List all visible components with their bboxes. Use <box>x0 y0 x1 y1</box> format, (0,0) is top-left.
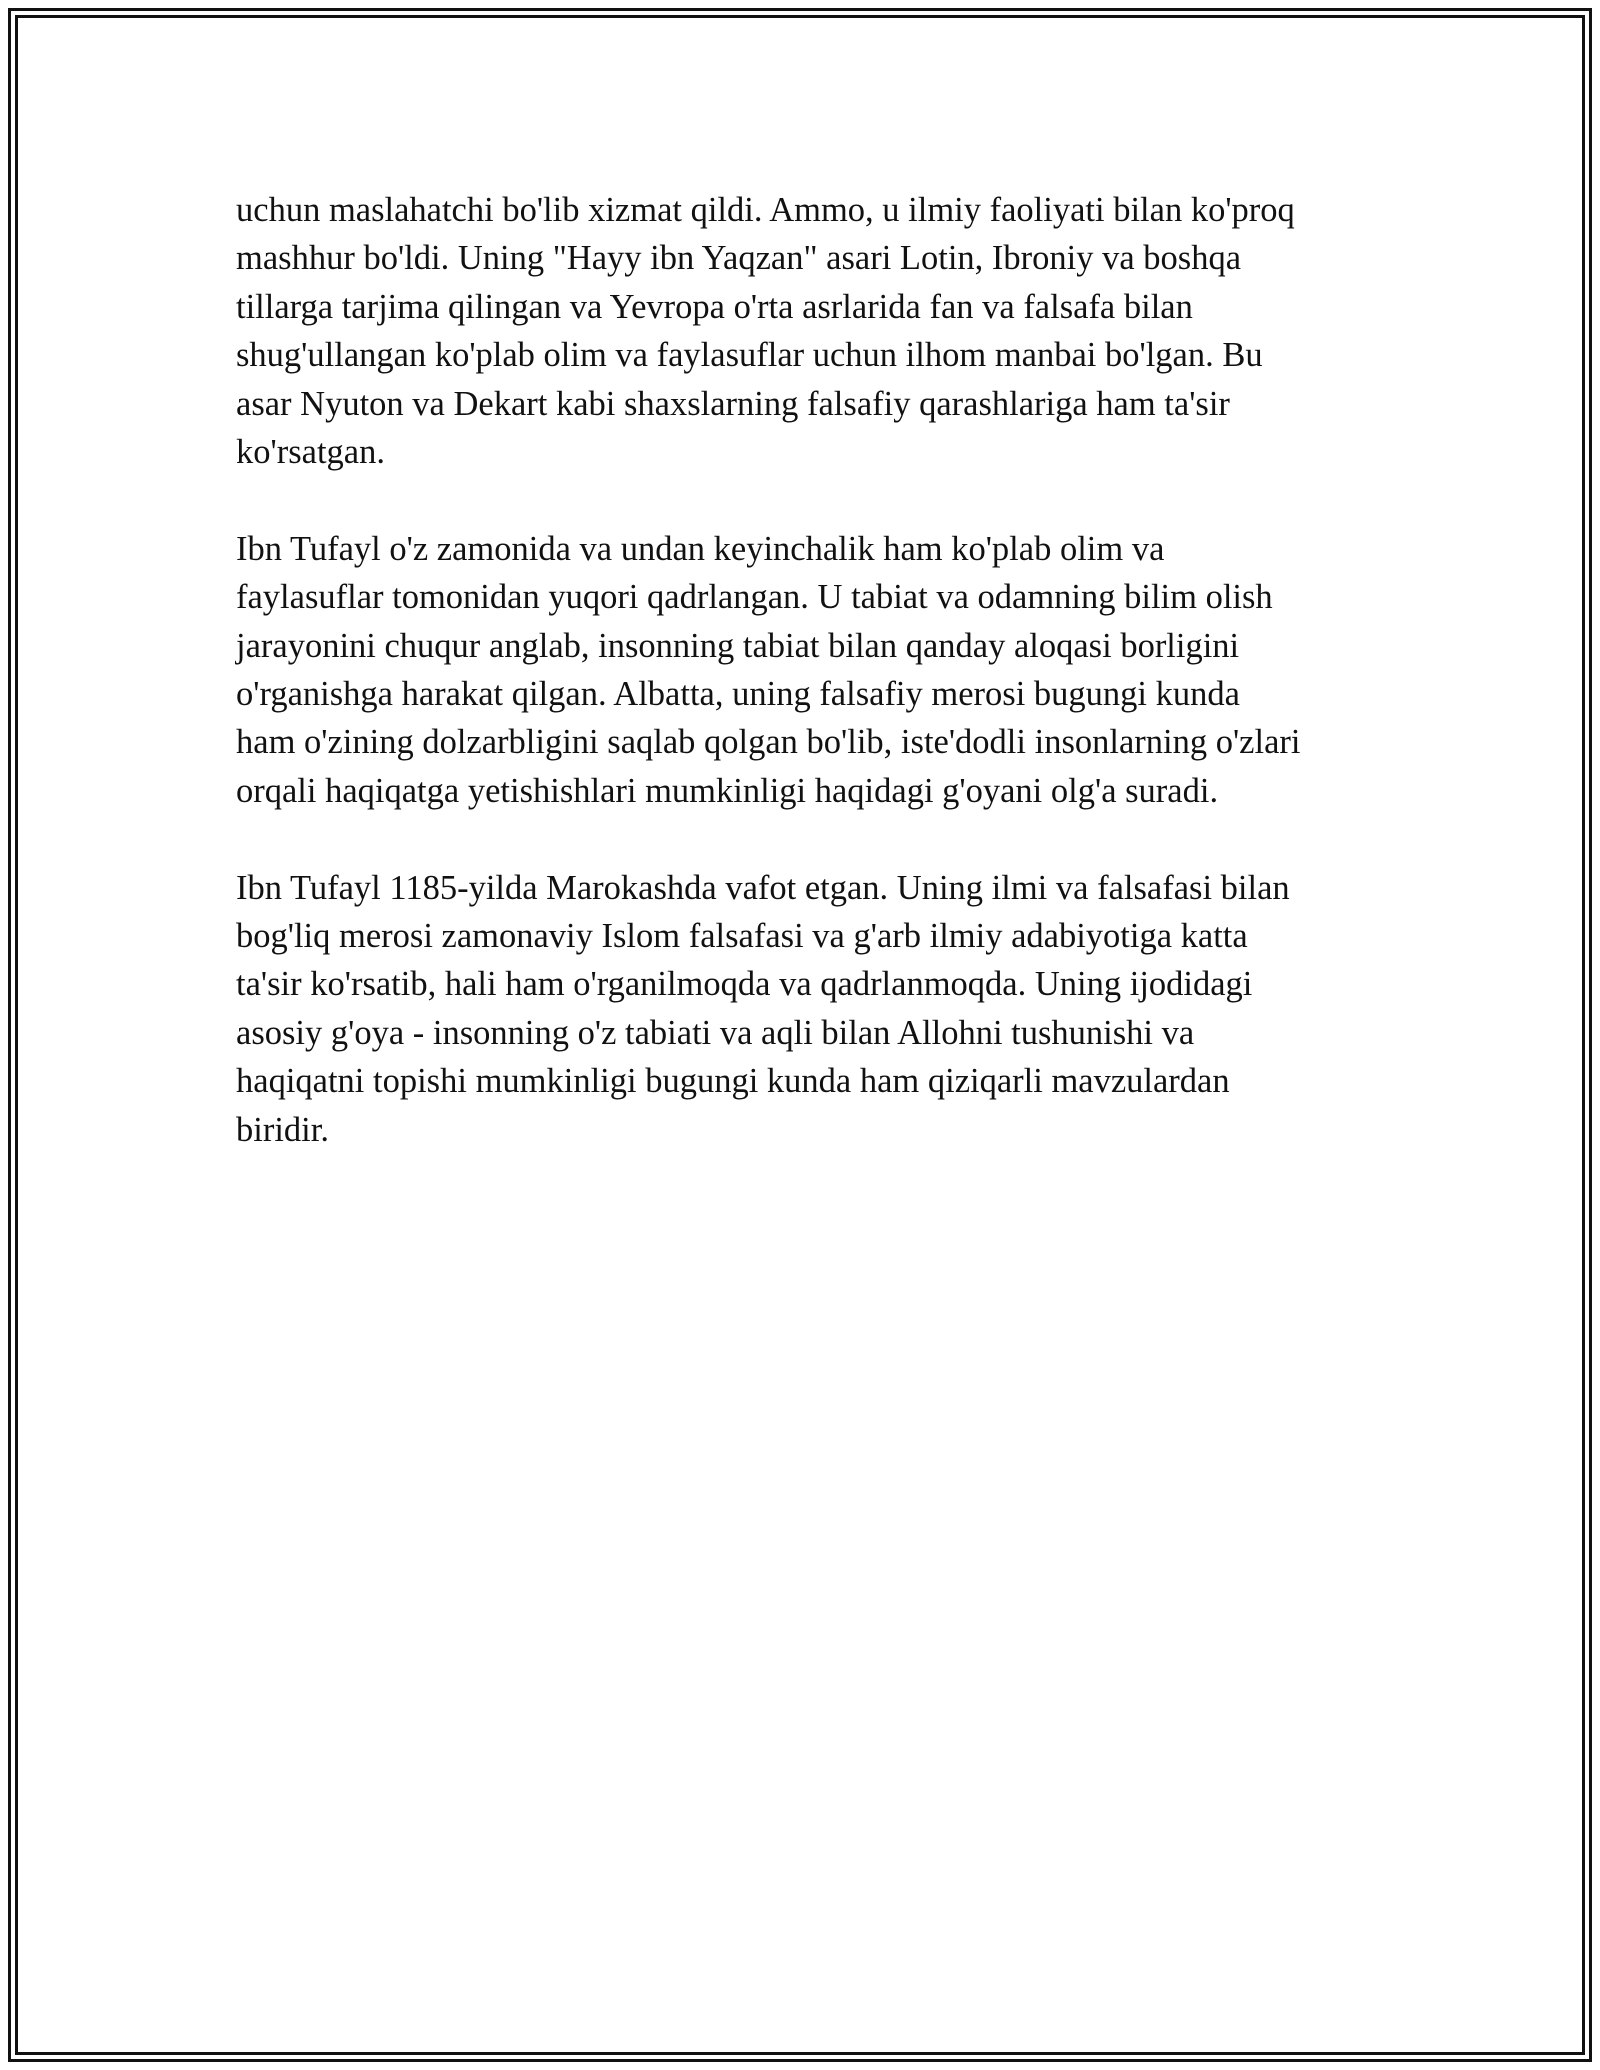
text-line: asar Nyuton va Dekart kabi shaxslarning falsafiy qarashlariga ham ta'sir <box>236 384 1230 423</box>
text-line: asosiy g'oya - insonning o'z tabiati va aqli bilan Allohni tushunishi va <box>236 1013 1195 1052</box>
text-line: ko'rsatgan. <box>236 433 385 472</box>
text-line: jarayonini chuqur anglab, insonning tabiat bilan qanday aloqasi borligini <box>236 626 1240 665</box>
document-body <box>236 186 1396 1202</box>
text-line: o'rganishga harakat qilgan. Albatta, uning falsafiy merosi bugungi kunda <box>236 675 1240 714</box>
paragraph-2 <box>236 525 1396 815</box>
paragraph-3 <box>236 864 1396 1154</box>
text-line: ta'sir ko'rsatib, hali ham o'rganilmoqda va qadrlanmoqda. Uning ijodidagi <box>236 965 1253 1004</box>
text-line: orqali haqiqatga yetishishlari mumkinligi haqidagi g'oyani olg'a suradi. <box>236 771 1219 810</box>
paragraph-1 <box>236 186 1396 476</box>
text-line: biridir. <box>236 1110 329 1149</box>
text-line: ham o'zining dolzarbligini saqlab qolgan bo'lib, iste'dodli insonlarning o'zlari <box>236 723 1301 762</box>
text-line: Ibn Tufayl 1185-yilda Marokashda vafot etgan. Uning ilmi va falsafasi bilan <box>236 868 1290 907</box>
text-line: faylasuflar tomonidan yuqori qadrlangan. U tabiat va odamning bilim olish <box>236 578 1273 617</box>
text-line: shug'ullangan ko'plab olim va faylasuflar uchun ilhom manbai bo'lgan. Bu <box>236 336 1263 375</box>
text-line: bog'liq merosi zamonaviy Islom falsafasi va g'arb ilmiy adabiyotiga katta <box>236 917 1248 956</box>
text-line: Ibn Tufayl o'z zamonida va undan keyinchalik ham ko'plab olim va <box>236 529 1165 568</box>
text-line: tillarga tarjima qilingan va Yevropa o'rta asrlarida fan va falsafa bilan <box>236 287 1193 326</box>
text-line: mashhur bo'ldi. Uning "Hayy ibn Yaqzan" asari Lotin, Ibroniy va boshqa <box>236 239 1242 278</box>
text-line: haqiqatni topishi mumkinligi bugungi kunda ham qiziqarli mavzulardan <box>236 1062 1230 1101</box>
text-line: uchun maslahatchi bo'lib xizmat qildi. Ammo, u ilmiy faoliyati bilan ko'proq <box>236 191 1295 229</box>
